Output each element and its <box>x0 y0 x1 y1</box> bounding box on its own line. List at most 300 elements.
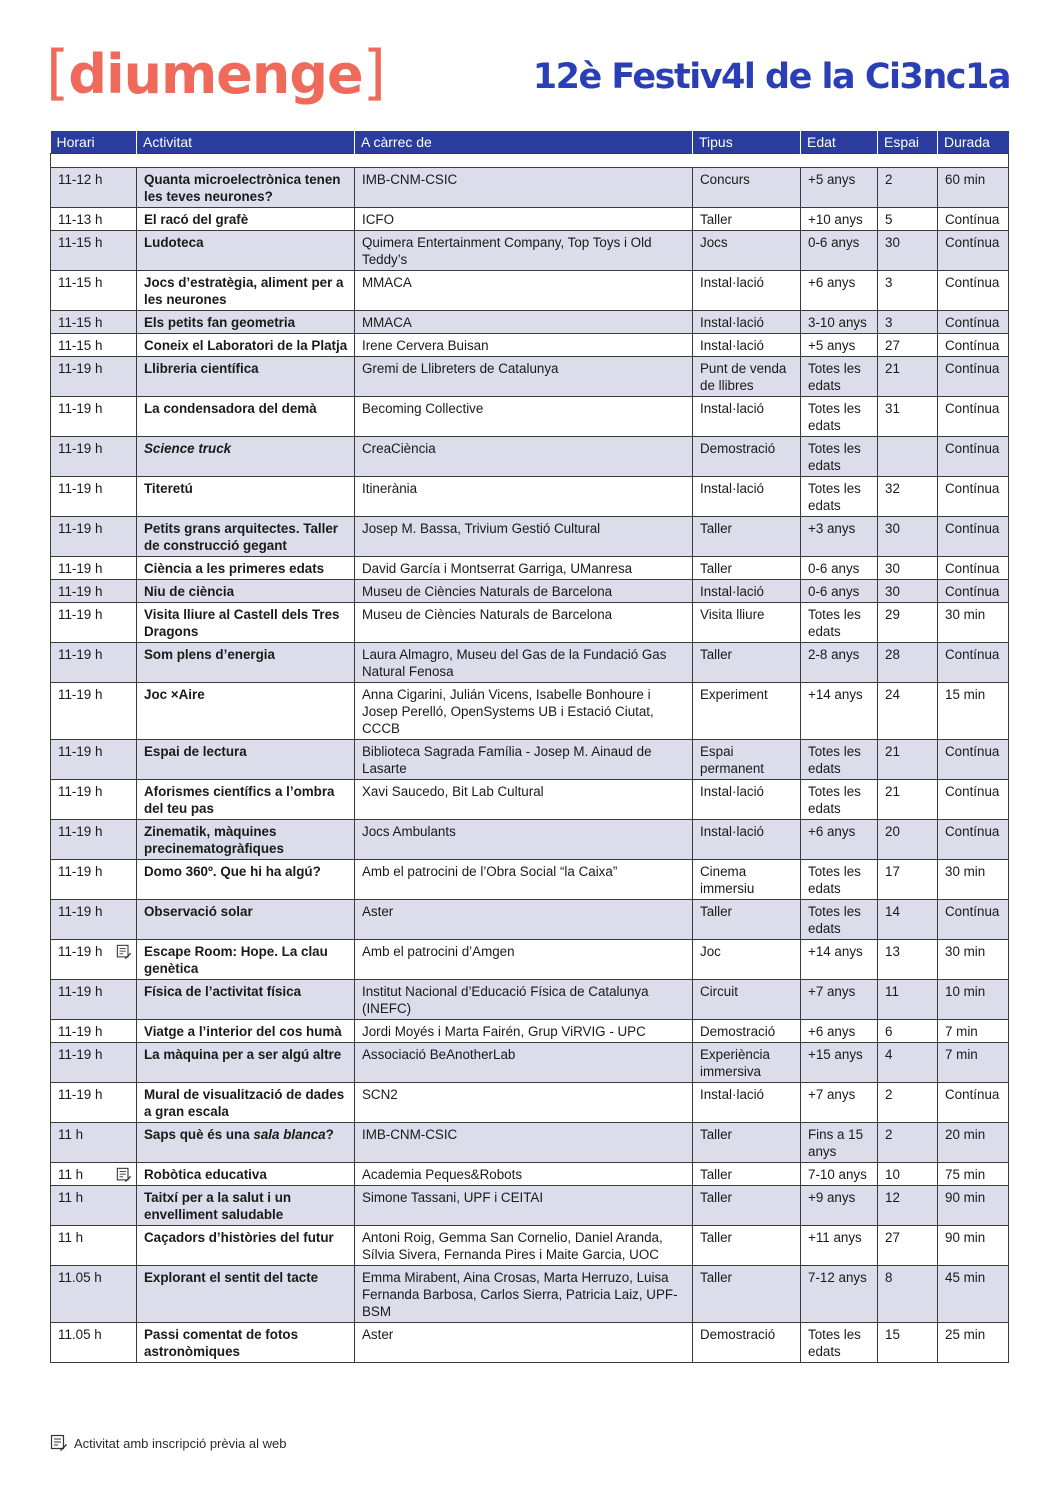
table-row <box>51 980 1009 1020</box>
time-label: 11-19 h <box>58 687 103 702</box>
cell-activitat: Niu de ciència <box>137 580 355 603</box>
cell-durada: Contínua <box>938 580 1009 603</box>
table-row <box>51 860 1009 900</box>
cell-activitat: Jocs d’estratègia, aliment per a les neurones <box>137 271 355 311</box>
cell-horari <box>51 1186 137 1226</box>
cell-edat: 7-12 anys <box>801 1266 878 1323</box>
registration-form-icon <box>116 1167 132 1183</box>
table-row <box>51 477 1009 517</box>
cell-espai: 30 <box>878 580 938 603</box>
cell-activitat: Explorant el sentit del tacte <box>137 1266 355 1323</box>
time-label: 11-19 h <box>58 361 103 376</box>
time-label: 11-15 h <box>58 338 103 353</box>
cell-espai: 8 <box>878 1266 938 1323</box>
cell-carrec: Aster <box>355 1323 693 1363</box>
festival-title: 12è Festiv4l de la Ci3nc1a <box>532 57 1010 97</box>
cell-activitat: Petits grans arquitectes. Taller de construcció gegant <box>137 517 355 557</box>
cell-durada: Contínua <box>938 271 1009 311</box>
time-label: 11-12 h <box>58 172 103 187</box>
time-label: 11-19 h <box>58 784 103 799</box>
cell-horari <box>51 517 137 557</box>
cell-carrec: IMB-CNM-CSIC <box>355 1123 693 1163</box>
cell-horari <box>51 334 137 357</box>
cell-activitat: Aforismes científics a l’ombra del teu pas <box>137 780 355 820</box>
col-header-edat: Edat <box>801 131 878 154</box>
cell-horari <box>51 683 137 740</box>
cell-durada: 45 min <box>938 1266 1009 1323</box>
cell-horari <box>51 357 137 397</box>
cell-horari <box>51 208 137 231</box>
cell-activitat: Els petits fan geometria <box>137 311 355 334</box>
registration-form-icon <box>50 1434 68 1452</box>
table-row <box>51 357 1009 397</box>
cell-carrec: Museu de Ciències Naturals de Barcelona <box>355 603 693 643</box>
cell-horari <box>51 1226 137 1266</box>
cell-edat: 2-8 anys <box>801 643 878 683</box>
cell-edat: Totes les edats <box>801 860 878 900</box>
time-label: 11-19 h <box>58 944 103 959</box>
cell-edat: Totes les edats <box>801 603 878 643</box>
cell-espai: 30 <box>878 231 938 271</box>
cell-durada: 30 min <box>938 940 1009 980</box>
cell-tipus: Instal·lació <box>693 334 801 357</box>
cell-activitat: Passi comentat de fotos astronòmiques <box>137 1323 355 1363</box>
time-label: 11-19 h <box>58 401 103 416</box>
cell-activitat: Taitxí per a la salut i un envelliment saludable <box>137 1186 355 1226</box>
cell-horari <box>51 860 137 900</box>
cell-tipus: Punt de venda de llibres <box>693 357 801 397</box>
table-row <box>51 397 1009 437</box>
cell-espai: 20 <box>878 820 938 860</box>
cell-durada: 15 min <box>938 683 1009 740</box>
cell-horari <box>51 168 137 208</box>
col-header-horari: Horari <box>51 131 137 154</box>
cell-carrec: Gremi de Llibreters de Catalunya <box>355 357 693 397</box>
cell-tipus: Joc <box>693 940 801 980</box>
cell-horari <box>51 900 137 940</box>
table-row <box>51 1186 1009 1226</box>
time-label: 11 h <box>58 1167 84 1182</box>
cell-tipus: Taller <box>693 1123 801 1163</box>
table-row <box>51 1083 1009 1123</box>
cell-durada: 30 min <box>938 603 1009 643</box>
cell-activitat: Robòtica educativa <box>137 1163 355 1186</box>
cell-durada: 30 min <box>938 860 1009 900</box>
cell-espai: 24 <box>878 683 938 740</box>
table-row <box>51 1123 1009 1163</box>
cell-tipus: Jocs <box>693 231 801 271</box>
cell-horari <box>51 557 137 580</box>
cell-activitat: Saps què és una sala blanca? <box>137 1123 355 1163</box>
time-label: 11.05 h <box>58 1270 102 1285</box>
cell-espai: 2 <box>878 1083 938 1123</box>
cell-durada: Contínua <box>938 900 1009 940</box>
cell-edat: Totes les edats <box>801 1323 878 1363</box>
cell-edat: Totes les edats <box>801 740 878 780</box>
cell-horari <box>51 477 137 517</box>
cell-horari <box>51 740 137 780</box>
cell-activitat: Science truck <box>137 437 355 477</box>
time-label: 11-19 h <box>58 481 103 496</box>
cell-durada: Contínua <box>938 557 1009 580</box>
cell-carrec: Laura Almagro, Museu del Gas de la Fundació Gas Natural Fenosa <box>355 643 693 683</box>
cell-edat: Totes les edats <box>801 780 878 820</box>
table-row <box>51 643 1009 683</box>
cell-espai: 28 <box>878 643 938 683</box>
cell-activitat: Titeretú <box>137 477 355 517</box>
cell-durada: 90 min <box>938 1186 1009 1226</box>
table-row <box>51 517 1009 557</box>
cell-tipus: Experiment <box>693 683 801 740</box>
table-row <box>51 311 1009 334</box>
cell-activitat: La màquina per a ser algú altre <box>137 1043 355 1083</box>
table-row <box>51 940 1009 980</box>
cell-activitat: El racó del grafè <box>137 208 355 231</box>
cell-tipus: Visita lliure <box>693 603 801 643</box>
time-label: 11-19 h <box>58 607 103 622</box>
cell-carrec: ICFO <box>355 208 693 231</box>
cell-horari <box>51 271 137 311</box>
cell-tipus: Cinema immersiu <box>693 860 801 900</box>
brand-bracket-right: ] <box>362 38 386 108</box>
cell-carrec: Irene Cervera Buisan <box>355 334 693 357</box>
cell-edat: +3 anys <box>801 517 878 557</box>
cell-carrec: Itinerània <box>355 477 693 517</box>
cell-carrec: Amb el patrocini de l’Obra Social “la Caixa” <box>355 860 693 900</box>
table-row <box>51 208 1009 231</box>
table-row <box>51 820 1009 860</box>
table-row <box>51 683 1009 740</box>
cell-tipus: Instal·lació <box>693 580 801 603</box>
time-label: 11-19 h <box>58 744 103 759</box>
cell-activitat: Mural de visualització de dades a gran escala <box>137 1083 355 1123</box>
cell-carrec: Antoni Roig, Gemma San Cornelio, Daniel Aranda, Sílvia Sivera, Fernanda Pires i Maite Garcia, UOC <box>355 1226 693 1266</box>
col-header-tipus: Tipus <box>693 131 801 154</box>
cell-carrec: Jordi Moyés i Marta Fairén, Grup ViRVIG - UPC <box>355 1020 693 1043</box>
time-label: 11-19 h <box>58 647 103 662</box>
cell-activitat: Escape Room: Hope. La clau genètica <box>137 940 355 980</box>
cell-edat: 3-10 anys <box>801 311 878 334</box>
table-row <box>51 231 1009 271</box>
cell-edat: +10 anys <box>801 208 878 231</box>
table-row <box>51 900 1009 940</box>
col-header-activitat: Activitat <box>137 131 355 154</box>
cell-carrec: Emma Mirabent, Aina Crosas, Marta Herruzo, Luisa Fernanda Barbosa, Carlos Sierra, Patricia Laiz, UPF-BSM <box>355 1266 693 1323</box>
table-row <box>51 1043 1009 1083</box>
cell-horari <box>51 397 137 437</box>
cell-activitat: Viatge a l’interior del cos humà <box>137 1020 355 1043</box>
cell-horari <box>51 437 137 477</box>
cell-durada: 75 min <box>938 1163 1009 1186</box>
cell-edat: 7-10 anys <box>801 1163 878 1186</box>
cell-espai: 3 <box>878 311 938 334</box>
cell-espai: 4 <box>878 1043 938 1083</box>
cell-espai: 21 <box>878 357 938 397</box>
cell-carrec: MMACA <box>355 271 693 311</box>
cell-activitat: Coneix el Laboratori de la Platja <box>137 334 355 357</box>
cell-horari <box>51 1083 137 1123</box>
time-label: 11-19 h <box>58 441 103 456</box>
time-label: 11-15 h <box>58 315 103 330</box>
cell-durada: Contínua <box>938 208 1009 231</box>
cell-activitat: Ludoteca <box>137 231 355 271</box>
cell-activitat: Joc ×Aire <box>137 683 355 740</box>
cell-edat: 0-6 anys <box>801 231 878 271</box>
cell-espai: 10 <box>878 1163 938 1186</box>
cell-espai: 2 <box>878 168 938 208</box>
cell-tipus: Instal·lació <box>693 271 801 311</box>
time-label: 11 h <box>58 1190 84 1205</box>
cell-espai: 21 <box>878 780 938 820</box>
cell-tipus: Taller <box>693 557 801 580</box>
col-header-espai: Espai <box>878 131 938 154</box>
cell-carrec: Biblioteca Sagrada Família - Josep M. Ainaud de Lasarte <box>355 740 693 780</box>
cell-edat: +7 anys <box>801 980 878 1020</box>
cell-durada: Contínua <box>938 397 1009 437</box>
cell-tipus: Instal·lació <box>693 780 801 820</box>
cell-carrec: Xavi Saucedo, Bit Lab Cultural <box>355 780 693 820</box>
cell-espai: 15 <box>878 1323 938 1363</box>
table-row <box>51 1226 1009 1266</box>
cell-activitat: Visita lliure al Castell dels Tres Dragons <box>137 603 355 643</box>
cell-horari <box>51 980 137 1020</box>
cell-horari <box>51 1020 137 1043</box>
cell-carrec: Josep M. Bassa, Trivium Gestió Cultural <box>355 517 693 557</box>
cell-durada: 60 min <box>938 168 1009 208</box>
cell-tipus: Demostració <box>693 1323 801 1363</box>
cell-espai: 5 <box>878 208 938 231</box>
cell-edat: +14 anys <box>801 940 878 980</box>
cell-tipus: Taller <box>693 208 801 231</box>
time-label: 11-19 h <box>58 824 103 839</box>
cell-carrec: CreaCiència <box>355 437 693 477</box>
cell-carrec: Anna Cigarini, Julián Vicens, Isabelle Bonhoure i Josep Perelló, OpenSystems UB i Estació Ciutat, CCCB <box>355 683 693 740</box>
cell-activitat: Som plens d’energia <box>137 643 355 683</box>
cell-carrec: MMACA <box>355 311 693 334</box>
cell-durada: Contínua <box>938 517 1009 557</box>
cell-durada: 7 min <box>938 1020 1009 1043</box>
cell-edat: 0-6 anys <box>801 580 878 603</box>
cell-tipus: Demostració <box>693 1020 801 1043</box>
cell-horari <box>51 643 137 683</box>
time-label: 11.05 h <box>58 1327 102 1342</box>
cell-carrec: David García i Montserrat Garriga, UManresa <box>355 557 693 580</box>
cell-espai: 3 <box>878 271 938 311</box>
cell-durada: 25 min <box>938 1323 1009 1363</box>
time-label: 11-19 h <box>58 521 103 536</box>
table-row <box>51 437 1009 477</box>
cell-edat: Totes les edats <box>801 477 878 517</box>
cell-horari <box>51 1323 137 1363</box>
table-row <box>51 1020 1009 1043</box>
cell-carrec: SCN2 <box>355 1083 693 1123</box>
table-body <box>51 168 1009 1363</box>
time-label: 11-19 h <box>58 1087 103 1102</box>
cell-tipus: Instal·lació <box>693 820 801 860</box>
cell-horari <box>51 940 137 980</box>
table-row <box>51 168 1009 208</box>
time-label: 11-13 h <box>58 212 103 227</box>
cell-carrec: Museu de Ciències Naturals de Barcelona <box>355 580 693 603</box>
cell-durada: 20 min <box>938 1123 1009 1163</box>
cell-tipus: Experiència immersiva <box>693 1043 801 1083</box>
cell-durada: Contínua <box>938 231 1009 271</box>
table-row <box>51 740 1009 780</box>
time-label: 11-15 h <box>58 275 103 290</box>
cell-horari <box>51 1043 137 1083</box>
cell-activitat: Llibreria científica <box>137 357 355 397</box>
schedule-table <box>50 131 1009 1363</box>
cell-tipus: Espai permanent <box>693 740 801 780</box>
cell-edat: +11 anys <box>801 1226 878 1266</box>
cell-espai: 2 <box>878 1123 938 1163</box>
cell-espai: 13 <box>878 940 938 980</box>
cell-horari <box>51 1123 137 1163</box>
cell-activitat: Zinematik, màquines precinematogràfiques <box>137 820 355 860</box>
brand-bracket-left: [ <box>46 38 69 108</box>
cell-durada: Contínua <box>938 357 1009 397</box>
cell-horari <box>51 603 137 643</box>
time-label: 11-19 h <box>58 584 103 599</box>
cell-horari <box>51 780 137 820</box>
table-row <box>51 1266 1009 1323</box>
cell-horari <box>51 1163 137 1186</box>
cell-activitat: La condensadora del demà <box>137 397 355 437</box>
cell-edat: +5 anys <box>801 168 878 208</box>
cell-tipus: Demostració <box>693 437 801 477</box>
time-label: 11-15 h <box>58 235 103 250</box>
cell-tipus: Instal·lació <box>693 1083 801 1123</box>
cell-edat: +15 anys <box>801 1043 878 1083</box>
cell-durada: 90 min <box>938 1226 1009 1266</box>
time-label: 11-19 h <box>58 561 103 576</box>
cell-espai: 29 <box>878 603 938 643</box>
cell-carrec: Jocs Ambulants <box>355 820 693 860</box>
cell-tipus: Taller <box>693 517 801 557</box>
brand-text: diumenge <box>68 43 363 106</box>
cell-durada: Contínua <box>938 780 1009 820</box>
cell-carrec: Associació BeAnotherLab <box>355 1043 693 1083</box>
table-row <box>51 271 1009 311</box>
cell-edat: Fins a 15 anys <box>801 1123 878 1163</box>
time-label: 11-19 h <box>58 864 103 879</box>
cell-durada: Contínua <box>938 1083 1009 1123</box>
cell-activitat: Ciència a les primeres edats <box>137 557 355 580</box>
table-header-row <box>51 131 1009 154</box>
cell-tipus: Taller <box>693 900 801 940</box>
cell-carrec: Simone Tassani, UPF i CEITAI <box>355 1186 693 1226</box>
cell-edat: Totes les edats <box>801 900 878 940</box>
cell-durada: Contínua <box>938 643 1009 683</box>
cell-horari <box>51 1266 137 1323</box>
cell-tipus: Taller <box>693 643 801 683</box>
cell-activitat: Observació solar <box>137 900 355 940</box>
table-row <box>51 580 1009 603</box>
cell-espai: 31 <box>878 397 938 437</box>
cell-espai: 30 <box>878 557 938 580</box>
time-label: 11-19 h <box>58 904 103 919</box>
cell-activitat: Caçadors d’històries del futur <box>137 1226 355 1266</box>
table-row <box>51 780 1009 820</box>
cell-espai: 30 <box>878 517 938 557</box>
cell-edat: +6 anys <box>801 1020 878 1043</box>
cell-durada: Contínua <box>938 477 1009 517</box>
time-label: 11 h <box>58 1127 84 1142</box>
cell-carrec: IMB-CNM-CSIC <box>355 168 693 208</box>
cell-espai: 6 <box>878 1020 938 1043</box>
cell-espai: 27 <box>878 334 938 357</box>
cell-espai: 17 <box>878 860 938 900</box>
cell-edat: 0-6 anys <box>801 557 878 580</box>
cell-edat: +9 anys <box>801 1186 878 1226</box>
cell-activitat: Física de l’activitat física <box>137 980 355 1020</box>
cell-tipus: Taller <box>693 1186 801 1226</box>
cell-horari <box>51 231 137 271</box>
cell-edat: Totes les edats <box>801 437 878 477</box>
table-row <box>51 603 1009 643</box>
cell-durada: Contínua <box>938 334 1009 357</box>
cell-edat: Totes les edats <box>801 357 878 397</box>
cell-tipus: Circuit <box>693 980 801 1020</box>
cell-activitat: Espai de lectura <box>137 740 355 780</box>
table-row <box>51 1323 1009 1363</box>
cell-tipus: Taller <box>693 1266 801 1323</box>
cell-espai: 11 <box>878 980 938 1020</box>
legend <box>50 1434 286 1452</box>
time-label: 11-19 h <box>58 1024 103 1039</box>
cell-horari <box>51 820 137 860</box>
cell-carrec: Aster <box>355 900 693 940</box>
cell-edat: +7 anys <box>801 1083 878 1123</box>
cell-carrec: Becoming Collective <box>355 397 693 437</box>
cell-horari <box>51 580 137 603</box>
cell-activitat: Domo 360º. Que hi ha algú? <box>137 860 355 900</box>
cell-durada: 10 min <box>938 980 1009 1020</box>
table-row <box>51 1163 1009 1186</box>
cell-carrec: Institut Nacional d’Educació Física de Catalunya (INEFC) <box>355 980 693 1020</box>
cell-tipus: Instal·lació <box>693 477 801 517</box>
cell-espai: 21 <box>878 740 938 780</box>
cell-tipus: Taller <box>693 1226 801 1266</box>
cell-carrec: Quimera Entertainment Company, Top Toys i Old Teddy’s <box>355 231 693 271</box>
cell-horari <box>51 311 137 334</box>
registration-form-icon <box>116 944 132 960</box>
cell-tipus: Taller <box>693 1163 801 1186</box>
col-header-carrec: A càrrec de <box>355 131 693 154</box>
table-row <box>51 557 1009 580</box>
cell-durada: Contínua <box>938 311 1009 334</box>
table-row <box>51 334 1009 357</box>
cell-edat: +6 anys <box>801 820 878 860</box>
cell-tipus: Instal·lació <box>693 311 801 334</box>
legend-text: Activitat amb inscripció prèvia al web <box>74 1435 287 1451</box>
time-label: 11-19 h <box>58 984 103 999</box>
cell-durada: 7 min <box>938 1043 1009 1083</box>
cell-espai: 14 <box>878 900 938 940</box>
cell-espai <box>878 437 938 477</box>
cell-espai: 27 <box>878 1226 938 1266</box>
cell-edat: Totes les edats <box>801 397 878 437</box>
cell-activitat: Quanta microelectrònica tenen les teves neurones? <box>137 168 355 208</box>
col-header-durada: Durada <box>938 131 1009 154</box>
cell-durada: Contínua <box>938 740 1009 780</box>
cell-espai: 32 <box>878 477 938 517</box>
cell-durada: Contínua <box>938 437 1009 477</box>
cell-tipus: Concurs <box>693 168 801 208</box>
time-label: 11 h <box>58 1230 84 1245</box>
cell-durada: Contínua <box>938 820 1009 860</box>
time-label: 11-19 h <box>58 1047 103 1062</box>
